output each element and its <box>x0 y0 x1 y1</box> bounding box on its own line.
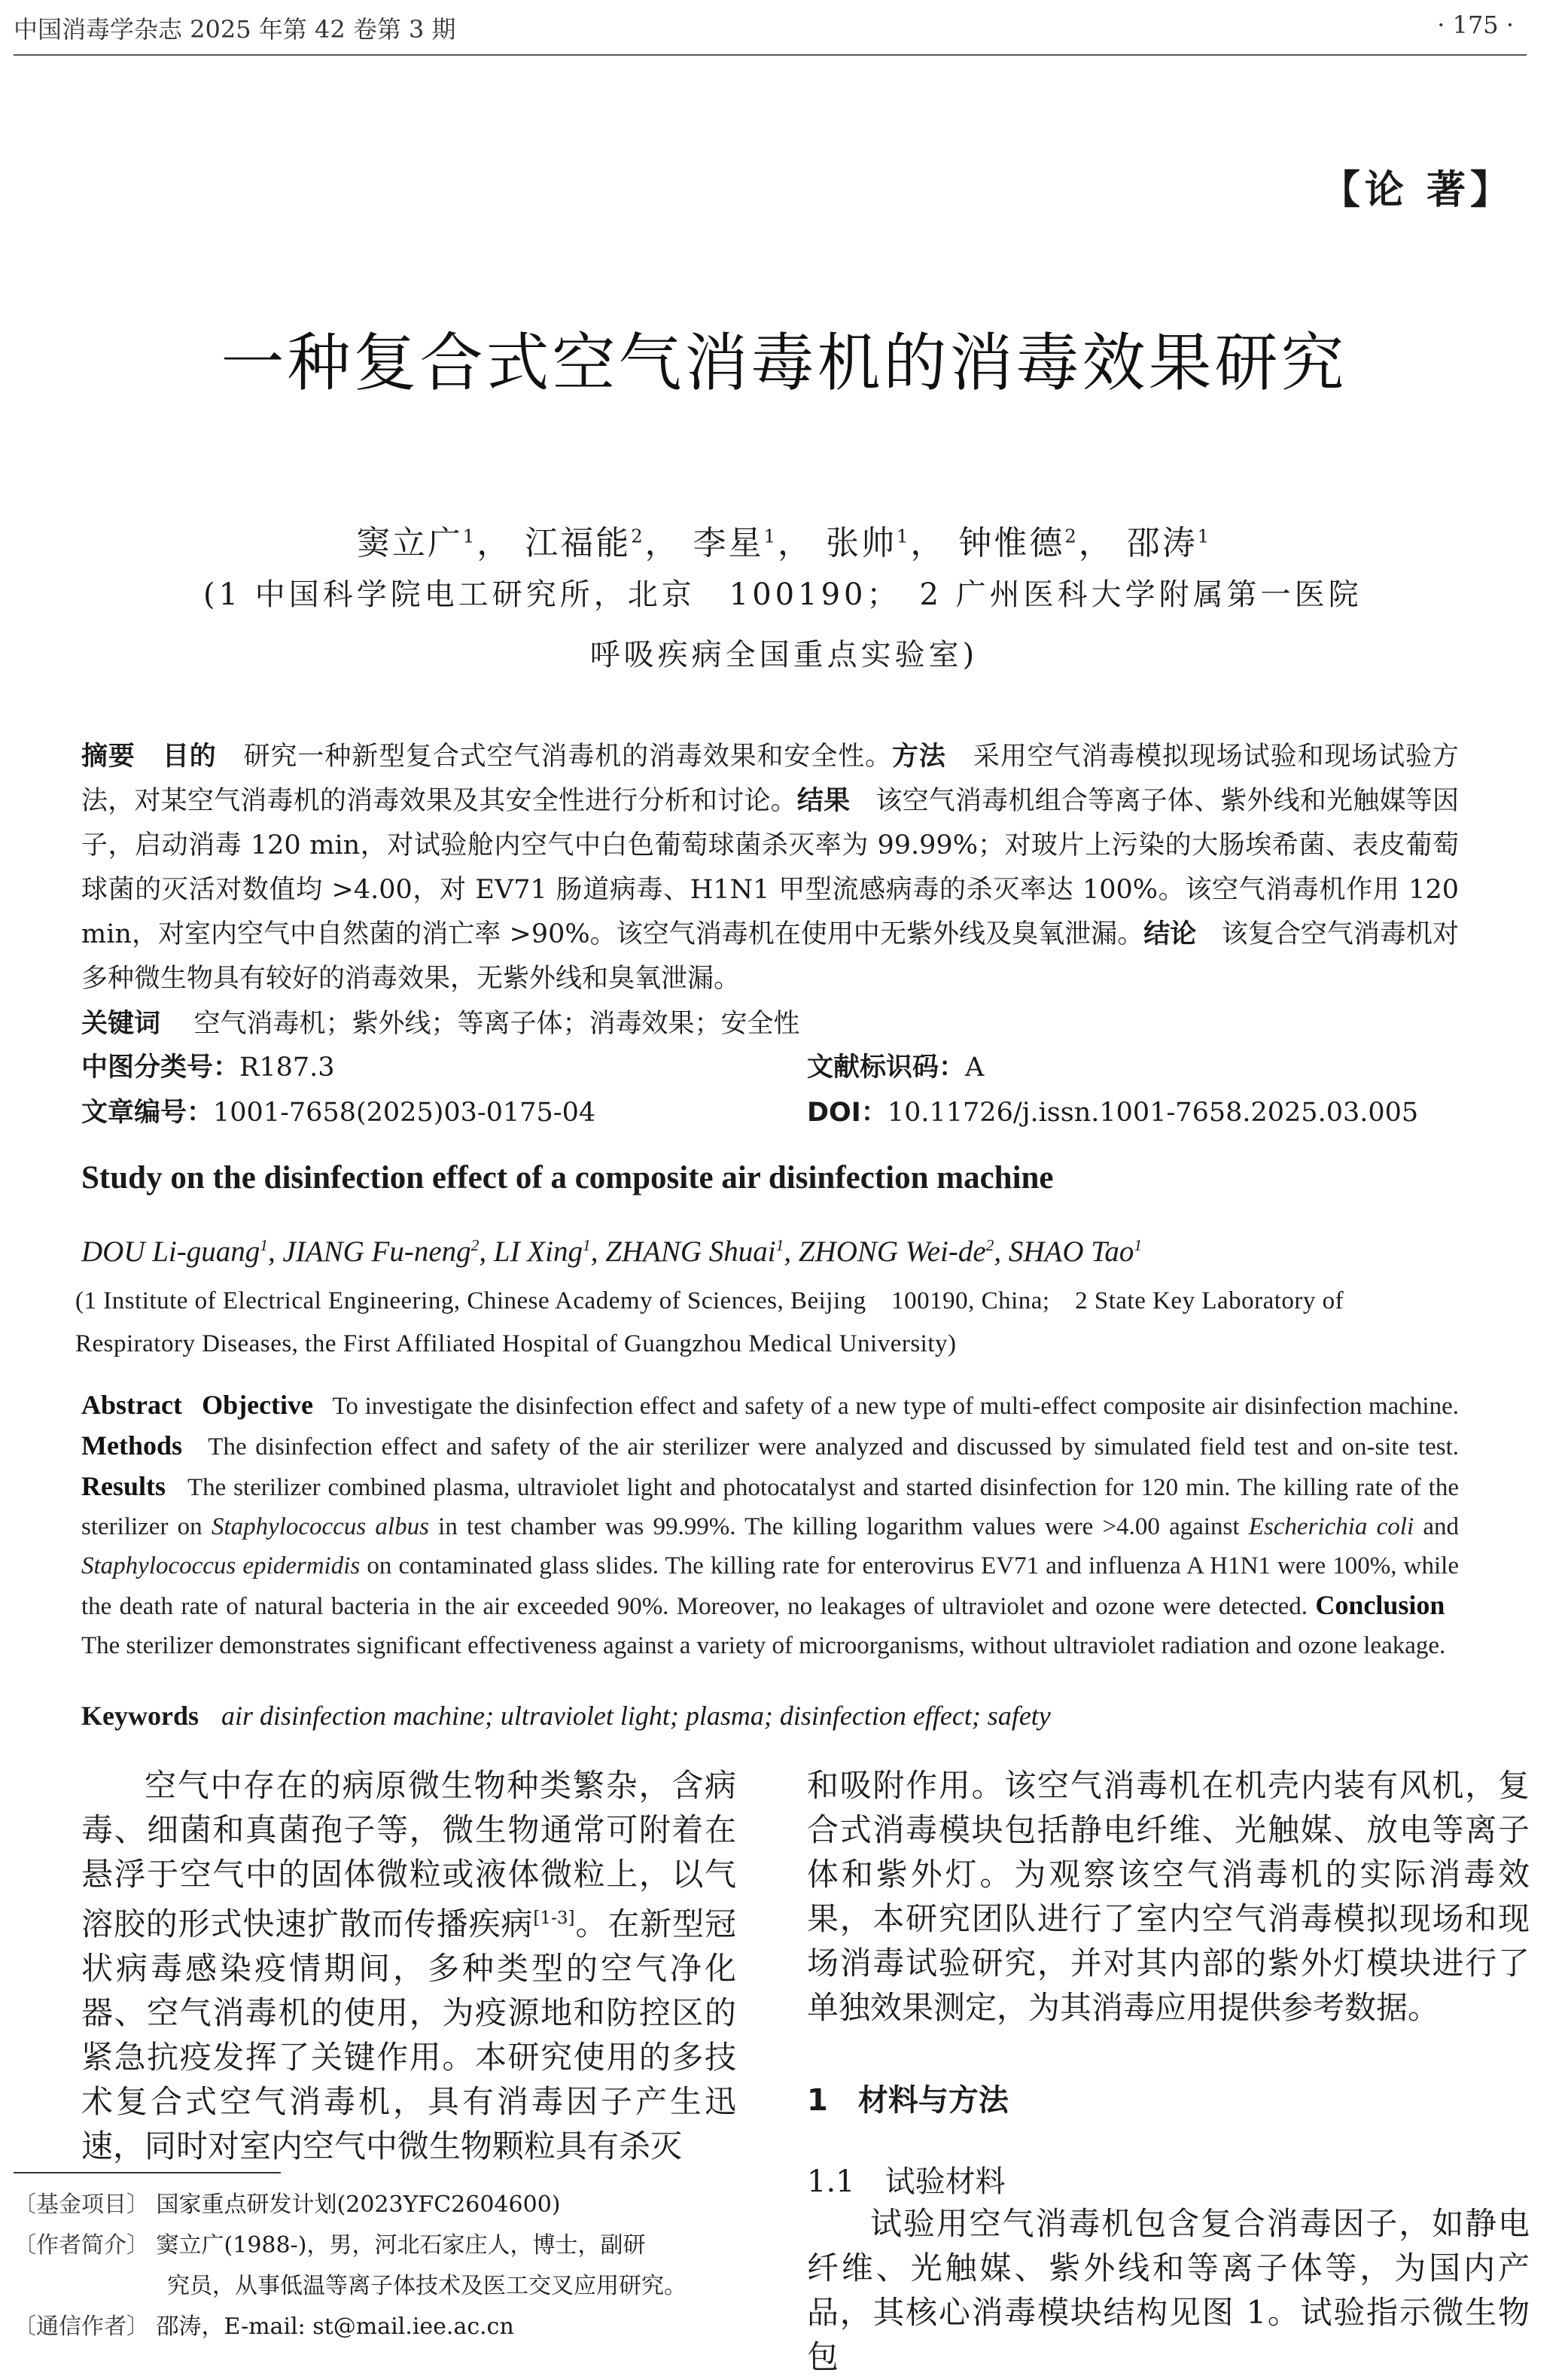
article-number: 文章编号：1001-7658(2025)03-0175-04 <box>81 1098 596 1128</box>
authors-en: DOU Li-guang$^1$, JIANG Fu-neng$^2$, LI Xing$^1$, ZHANG Shuai$^1$, ZHONG Wei-$de^2$, SHAO Tao$^1$ <box>81 1235 1143 1268</box>
page-number: · 175 · <box>1437 11 1514 39</box>
methods-cn: 采用空气消毒模拟现场试验和现场试验方法，对某空气消毒机的消毒效果及其安全性进行分析和讨论。 <box>81 742 1459 816</box>
conclusion-en: The sterilizer demonstrates significant effectiveness against a variety of microorganisms, without ultraviolet radiation and ozone leakage. <box>81 1632 1446 1659</box>
footnote-fund: 〔基金项目〕 国家重点研发计划(2023YFC2604600) <box>14 2192 561 2218</box>
objective-en-label: Objective <box>202 1390 314 1420</box>
running-header-journal: 中国消毒学杂志 2025 年第 42 卷第 3 期 <box>14 15 456 44</box>
document-code: 文献标识码：A <box>807 1052 985 1083</box>
methods-en: The disinfection effect and safety of the air sterilizer were analyzed and discussed by simulated field test and on-site test. <box>208 1433 1459 1461</box>
objective-cn-label: 目的 <box>162 742 217 772</box>
title-en: Study on the disinfection effect of a composite air disinfection machine <box>81 1160 1054 1196</box>
affiliation-cn-line2: 呼吸疾病全国重点实验室) <box>589 638 979 672</box>
header-rule <box>14 54 1527 56</box>
objective-en: To investigate the disinfection effect and safety of a new type of multi-effect composite air disinfection machine. <box>332 1393 1459 1420</box>
author-cn: 邵涛$^1$ <box>1126 524 1212 562</box>
footnote-rule <box>14 2172 281 2173</box>
body-paragraph-left: 空气中存在的病原微生物种类繁杂，含病毒、细菌和真菌孢子等，微生物通常可附着在悬浮于空气中的固体微粒或液体微粒上，以气溶胶的形式快速扩散而传播疾病[1-3]。在新型冠状病毒感染疫情期间，多种类型的空气净化器、空气消毒机的使用，为疫源地和防控区的紧急抗疫发挥了关键作用。本研究使用的多技术复合式空气消毒机，具有消毒因子产生迅速，同时对室内空气中微生物颗粒具有杀灭 <box>81 1767 736 2164</box>
objective-cn: 研究一种新型复合式空气消毒机的消毒效果和安全性。 <box>243 742 892 772</box>
abstract-en <box>81 1385 1459 1665</box>
doi: DOI：10.11726/j.issn.1001-7658.2025.03.005 <box>807 1098 1419 1128</box>
affiliation-en: (1 Institute of Electrical Engineering, Chinese Academy of Sciences, Beijing 100190, China; 2 State Key Laboratory of Respiratory Diseases, the First Affiliated Hospital of Guangzhou Medical University) <box>75 1287 1344 1357</box>
body-paragraph-right: 和吸附作用。该空气消毒机在机壳内装有风机，复合式消毒模块包括静电纤维、光触媒、放电等离子体和紫外灯。为观察该空气消毒机的实际消毒效果，本研究团队进行了室内空气消毒模拟现场和现场消毒试验研究，并对其内部的紫外灯模块进行了单独效果测定，为其消毒应用提供参考数据。 <box>807 1767 1530 2026</box>
citation: [1-3] <box>533 1908 575 1928</box>
author-en: LI Xing$^1$ <box>493 1235 591 1268</box>
keywords-en <box>81 1700 1051 1732</box>
section-heading-1-1: 1.1 试验材料 <box>807 2164 1006 2199</box>
authors-cn: 窦立广$^1$， 江福能$^2$， 李星$^1$， 张帅$^1$， 钟惟德$^2$， 邵涛$^1$ <box>356 524 1212 562</box>
abstract-cn-label: 摘要 <box>81 742 135 772</box>
conclusion-cn-label: 结论 <box>1143 919 1197 949</box>
methods-en-label: Methods <box>81 1430 182 1461</box>
affiliation-cn-line1: (1 中国科学院电工研究所，北京 100190； 2 广州医科大学附属第一医院 <box>203 577 1362 612</box>
abstract-cn <box>81 735 1459 1001</box>
author-en: JIANG Fu-neng$^2$ <box>282 1235 480 1268</box>
abstract-en-label: Abstract <box>81 1390 182 1420</box>
keywords-cn-label: 关键词 <box>81 1009 161 1039</box>
author-cn: 窦立广$^1$ <box>356 524 477 562</box>
conclusion-cn: 该复合空气消毒机对多种微生物具有较好的消毒效果，无紫外线和臭氧泄漏。 <box>81 919 1459 994</box>
author-cn: 江福能$^2$ <box>525 524 645 562</box>
section-heading-1: 1 材料与方法 <box>807 2083 1009 2118</box>
footnote-correspondence: 〔通信作者〕 邵涛，E-mail: st@mail.iee.ac.cn <box>14 2314 514 2340</box>
author-en: ZHANG Shuai$^1$ <box>605 1235 784 1268</box>
author-cn: 钟惟德$^2$ <box>958 524 1079 562</box>
title-cn: 一种复合式空气消毒机的消毒效果研究 <box>221 326 1347 400</box>
keywords-en-label: Keywords <box>81 1701 199 1731</box>
author-en: ZHONG Wei-$de^2$ <box>798 1235 994 1268</box>
results-en-label: Results <box>81 1471 166 1501</box>
footnote-author: 〔作者简介〕 窦立广(1988-)，男，河北石家庄人，博士，副研 <box>14 2232 646 2259</box>
author-en: SHAO Tao$^1$ <box>1008 1235 1143 1268</box>
keywords-cn <box>81 1003 800 1040</box>
clc-number: 中图分类号：R187.3 <box>81 1052 335 1083</box>
keywords-en-value: air disinfection machine; ultraviolet light; plasma; disinfection effect; safety <box>221 1701 1051 1731</box>
methods-cn-label: 方法 <box>891 742 946 772</box>
footnote-author-cont: 究员，从事低温等离子体技术及医工交叉应用研究。 <box>167 2273 687 2299</box>
author-cn: 李星$^1$ <box>693 524 778 562</box>
author-en: DOU Li-guang$^1$ <box>81 1235 268 1268</box>
section-tag: 【论 著】 <box>1320 168 1514 213</box>
conclusion-en-label: Conclusion <box>1315 1590 1445 1620</box>
results-cn-label: 结果 <box>796 786 851 816</box>
results-en: The sterilizer combined plasma, ultraviolet light and photocatalyst and started disinfection for 120 min. The killing rate of the sterilizer on Staphylococcus albus in test chamber was 99.99%. The killing logarithm values were >4.00 against Escherichia coli and Staphylococcus epidermidis on contaminated glass slides. The killing rate for enterovirus EV71 and influenza A H1N1 were 100%, while the death rate of natural bacteria in the air exceeded 90%. Moreover, no leakages of ultraviolet and ozone were detected. <box>81 1474 1460 1620</box>
results-cn: 该空气消毒机组合等离子体、紫外线和光触媒等因子，启动消毒 120 min，对试验舱内空气中白色葡萄球菌杀灭率为 99.99%；对玻片上污染的大肠埃希菌、表皮葡萄球菌的灭活对数值均 >4.00，对 EV71 肠道病毒、H1N1 甲型流感病毒的杀灭率达 100%。该空气消毒机作用 120 min，对室内空气中自然菌的消亡率 >90%。该空气消毒机在使用中无紫外线及臭氧泄漏。 <box>81 786 1459 949</box>
body-paragraph-materials: 试验用空气消毒机包含复合消毒因子，如静电纤维、光触媒、紫外线和等离子体等，为国内产品，其核心消毒模块结构见图 1。试验指示微生物包 <box>807 2205 1530 2375</box>
author-cn: 张帅$^1$ <box>826 524 911 562</box>
keywords-cn-value: 空气消毒机；紫外线；等离子体；消毒效果；安全性 <box>193 1009 800 1039</box>
